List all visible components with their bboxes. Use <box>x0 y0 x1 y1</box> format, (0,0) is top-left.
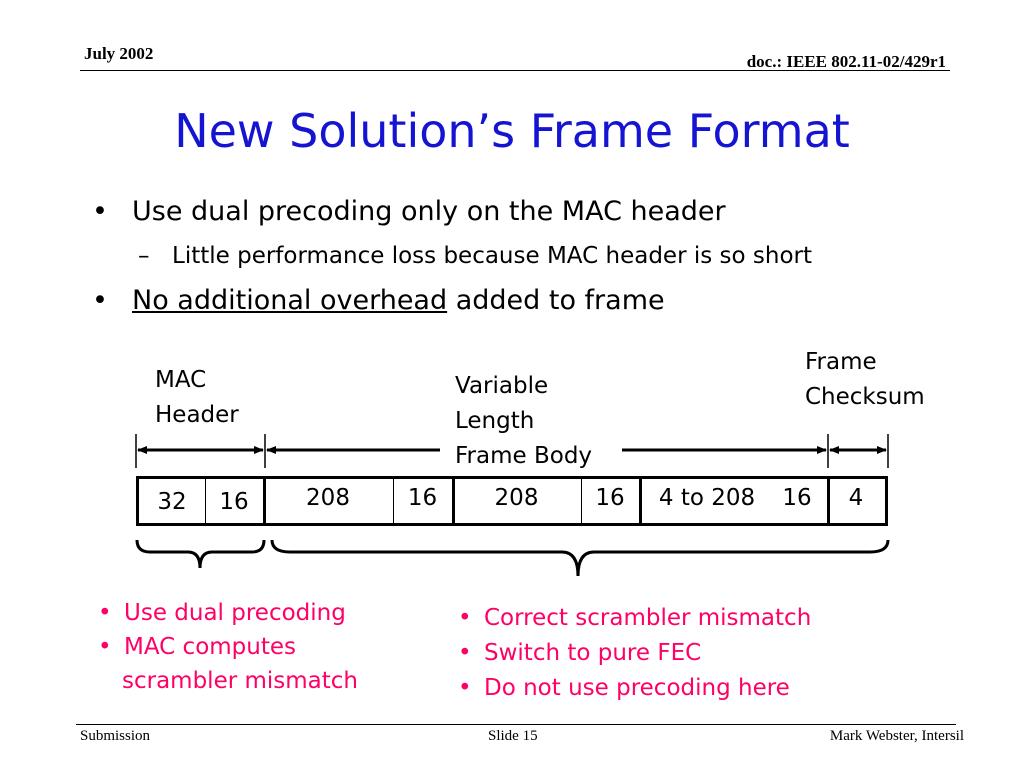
sub-bullet-marker: – <box>138 243 150 269</box>
note-item <box>98 596 358 630</box>
bullet-marker: • <box>458 640 472 666</box>
field-cell: 208 <box>494 485 539 511</box>
mac-brace <box>137 540 264 568</box>
footer-submission: Submission <box>80 728 151 744</box>
bullet-1-text: Use dual precoding only on the MAC header <box>132 196 726 227</box>
note-item <box>458 671 811 706</box>
header-doc-id: doc.: IEEE 802.11-02/429r1 <box>746 52 946 71</box>
field-cell: 4 <box>848 485 864 511</box>
label-checksum-line: Checksum <box>805 384 925 410</box>
bullet-marker: • <box>98 634 112 660</box>
note-text: MAC computes <box>124 634 296 660</box>
note-item <box>98 664 358 698</box>
field-cell: 16 <box>782 485 812 511</box>
note-text: Do not use precoding here <box>484 675 790 701</box>
note-text: scrambler mismatch <box>122 668 359 694</box>
cell-divider <box>639 479 642 523</box>
field-cell: 208 <box>306 485 350 511</box>
note-text: Use dual precoding <box>124 600 346 626</box>
notes-left <box>98 596 358 698</box>
field-cell: 32 <box>157 489 187 515</box>
footer-divider <box>76 724 956 725</box>
label-frame-body-line: Variable <box>455 373 549 399</box>
label-frame-body-line: Frame Body <box>455 443 593 469</box>
label-frame-body-line: Length <box>455 408 535 434</box>
bullet-marker: • <box>98 600 112 626</box>
note-item <box>98 630 358 664</box>
bullet-marker: • <box>458 605 472 631</box>
note-item <box>458 601 811 636</box>
note-item <box>458 636 811 671</box>
bullet-marker: • <box>92 196 108 227</box>
slide-title: New Solution’s Frame Format <box>174 104 850 158</box>
bullet-2-underlined: No additional overhead <box>132 285 448 316</box>
bullet-1-sub-text: Little performance loss because MAC header is so short <box>172 243 812 269</box>
body-brace <box>272 540 888 576</box>
label-mac-header-line: Header <box>155 402 239 428</box>
bullet-2-text: added to frame <box>447 285 665 316</box>
field-cell: 16 <box>595 485 625 511</box>
label-checksum-line: Frame <box>805 349 877 375</box>
note-text: Switch to pure FEC <box>484 640 702 666</box>
notes-right <box>458 601 811 706</box>
footer-slide-number: Slide 15 <box>488 728 538 744</box>
header-date: July 2002 <box>84 44 154 63</box>
note-text: Correct scrambler mismatch <box>484 605 812 631</box>
field-cell: 4 to 208 <box>658 485 756 511</box>
field-cell: 16 <box>407 485 438 511</box>
label-mac-header-line: MAC <box>155 367 207 393</box>
footer-author: Mark Webster, Intersil <box>829 728 964 744</box>
bullet-marker: • <box>92 285 108 316</box>
frame-table <box>136 476 888 526</box>
bullet-marker: • <box>458 675 472 701</box>
field-cell: 16 <box>219 489 249 515</box>
